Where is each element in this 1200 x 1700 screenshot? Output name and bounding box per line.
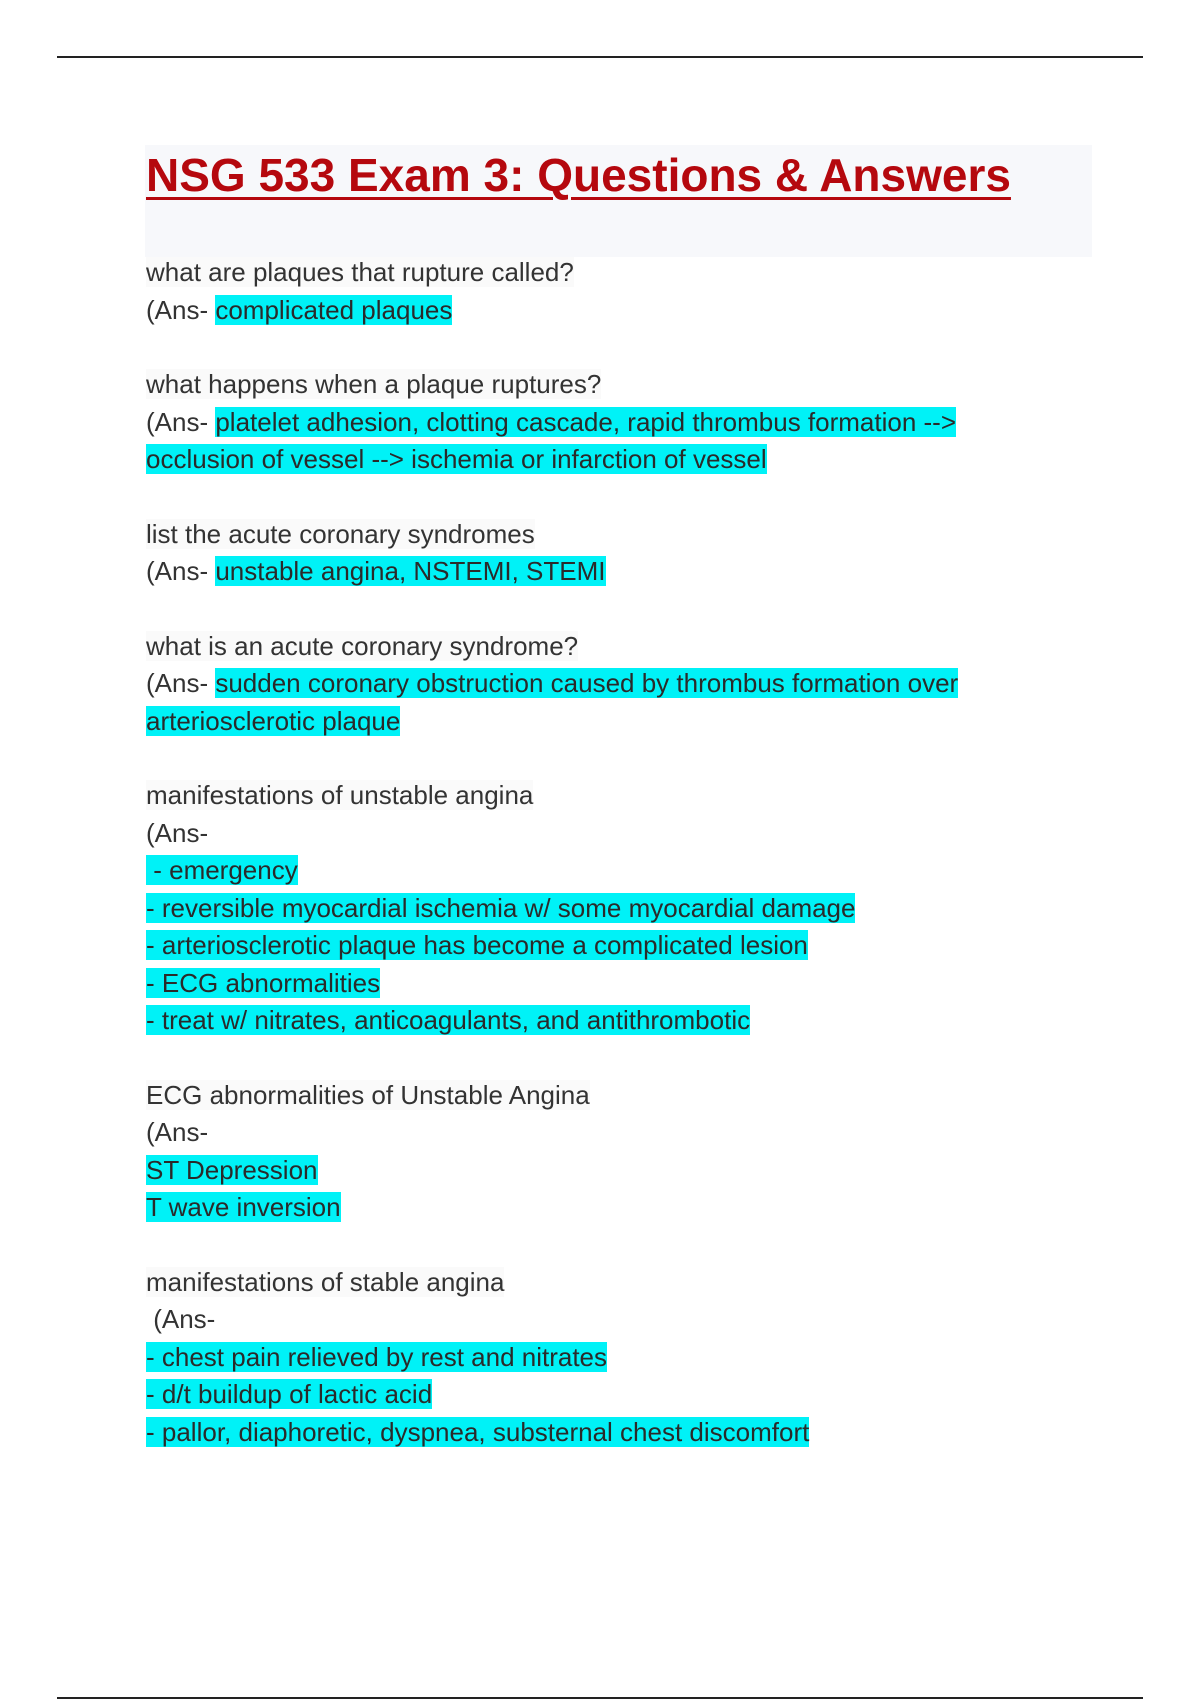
answer-highlight: - d/t buildup of lactic acid	[146, 1379, 433, 1409]
qa-item	[146, 254, 1066, 329]
answer-line	[146, 441, 1066, 479]
qa-item	[146, 516, 1066, 591]
qa-item	[146, 1264, 1066, 1452]
answer-highlight: arteriosclerotic plaque	[146, 705, 401, 736]
answer-line	[146, 703, 1066, 741]
footer-rule	[57, 1697, 1143, 1699]
question-label: ECG abnormalities of Unstable Angina	[146, 1079, 590, 1110]
answer-highlight: unstable angina, NSTEMI, STEMI	[215, 556, 606, 586]
answer-line	[146, 1189, 1066, 1227]
answer-prefix: (Ans-	[146, 1117, 209, 1147]
answer-line	[146, 852, 1066, 890]
qa-list	[146, 254, 1066, 1488]
question-label: list the acute coronary syndromes	[146, 518, 535, 549]
answer-first-line	[146, 1301, 1066, 1339]
answer-line	[146, 1414, 1066, 1452]
answer-highlight: - treat w/ nitrates, anticoagulants, and antithrombotic	[146, 1005, 751, 1035]
question-text	[146, 1077, 1066, 1115]
qa-item	[146, 628, 1066, 741]
question-label: what are plaques that rupture called?	[146, 257, 574, 287]
question-text	[146, 366, 1066, 404]
answer-prefix: (Ans-	[146, 668, 216, 698]
header-rule	[57, 56, 1143, 58]
answer-highlight: - pallor, diaphoretic, dyspnea, substernal chest discomfort	[146, 1416, 810, 1447]
qa-item	[146, 777, 1066, 1040]
qa-item	[146, 366, 1066, 479]
answer-line	[146, 965, 1066, 1003]
question-text	[146, 254, 1066, 292]
answer-line	[146, 1339, 1066, 1377]
question-text	[146, 1264, 1066, 1302]
answer-prefix: (Ans-	[146, 1304, 216, 1334]
question-label: what happens when a plaque ruptures?	[146, 369, 602, 399]
answer-highlight: - reversible myocardial ischemia w/ some myocardial damage	[146, 892, 856, 923]
answer-first-line	[146, 1114, 1066, 1152]
question-text	[146, 777, 1066, 815]
question-text	[146, 628, 1066, 666]
answer-prefix: (Ans-	[146, 406, 216, 437]
answer-highlight: ST Depression	[146, 1154, 318, 1185]
answer-highlight: sudden coronary obstruction caused by thrombus formation over	[215, 668, 959, 698]
answer-first-line	[146, 665, 1066, 703]
answer-highlight: - arteriosclerotic plaque has become a complicated lesion	[146, 930, 808, 960]
question-text	[146, 516, 1066, 554]
answer-highlight: T wave inversion	[146, 1192, 341, 1222]
answer-line	[146, 1002, 1066, 1040]
answer-prefix: (Ans-	[146, 294, 216, 325]
answer-prefix: (Ans-	[146, 817, 209, 848]
answer-highlight: - emergency	[146, 855, 298, 885]
question-label: what is an acute coronary syndrome?	[146, 630, 579, 661]
answer-first-line	[146, 404, 1066, 442]
answer-line	[146, 1152, 1066, 1190]
document-title: NSG 533 Exam 3: Questions & Answers	[146, 149, 1011, 201]
answer-highlight: platelet adhesion, clotting cascade, rapid thrombus formation -->	[215, 406, 957, 437]
answer-highlight: occlusion of vessel --> ischemia or infarction of vessel	[146, 444, 767, 474]
answer-line	[146, 890, 1066, 928]
question-label: manifestations of unstable angina	[146, 780, 534, 810]
answer-highlight: complicated plaques	[215, 294, 453, 325]
answer-first-line	[146, 553, 1066, 591]
answer-first-line	[146, 815, 1066, 853]
answer-highlight: - ECG abnormalities	[146, 967, 381, 998]
answer-first-line	[146, 292, 1066, 330]
answer-line	[146, 1376, 1066, 1414]
answer-prefix: (Ans-	[146, 556, 216, 586]
answer-line	[146, 927, 1066, 965]
question-label: manifestations of stable angina	[146, 1266, 505, 1297]
qa-item	[146, 1077, 1066, 1227]
answer-highlight: - chest pain relieved by rest and nitrates	[146, 1341, 608, 1372]
